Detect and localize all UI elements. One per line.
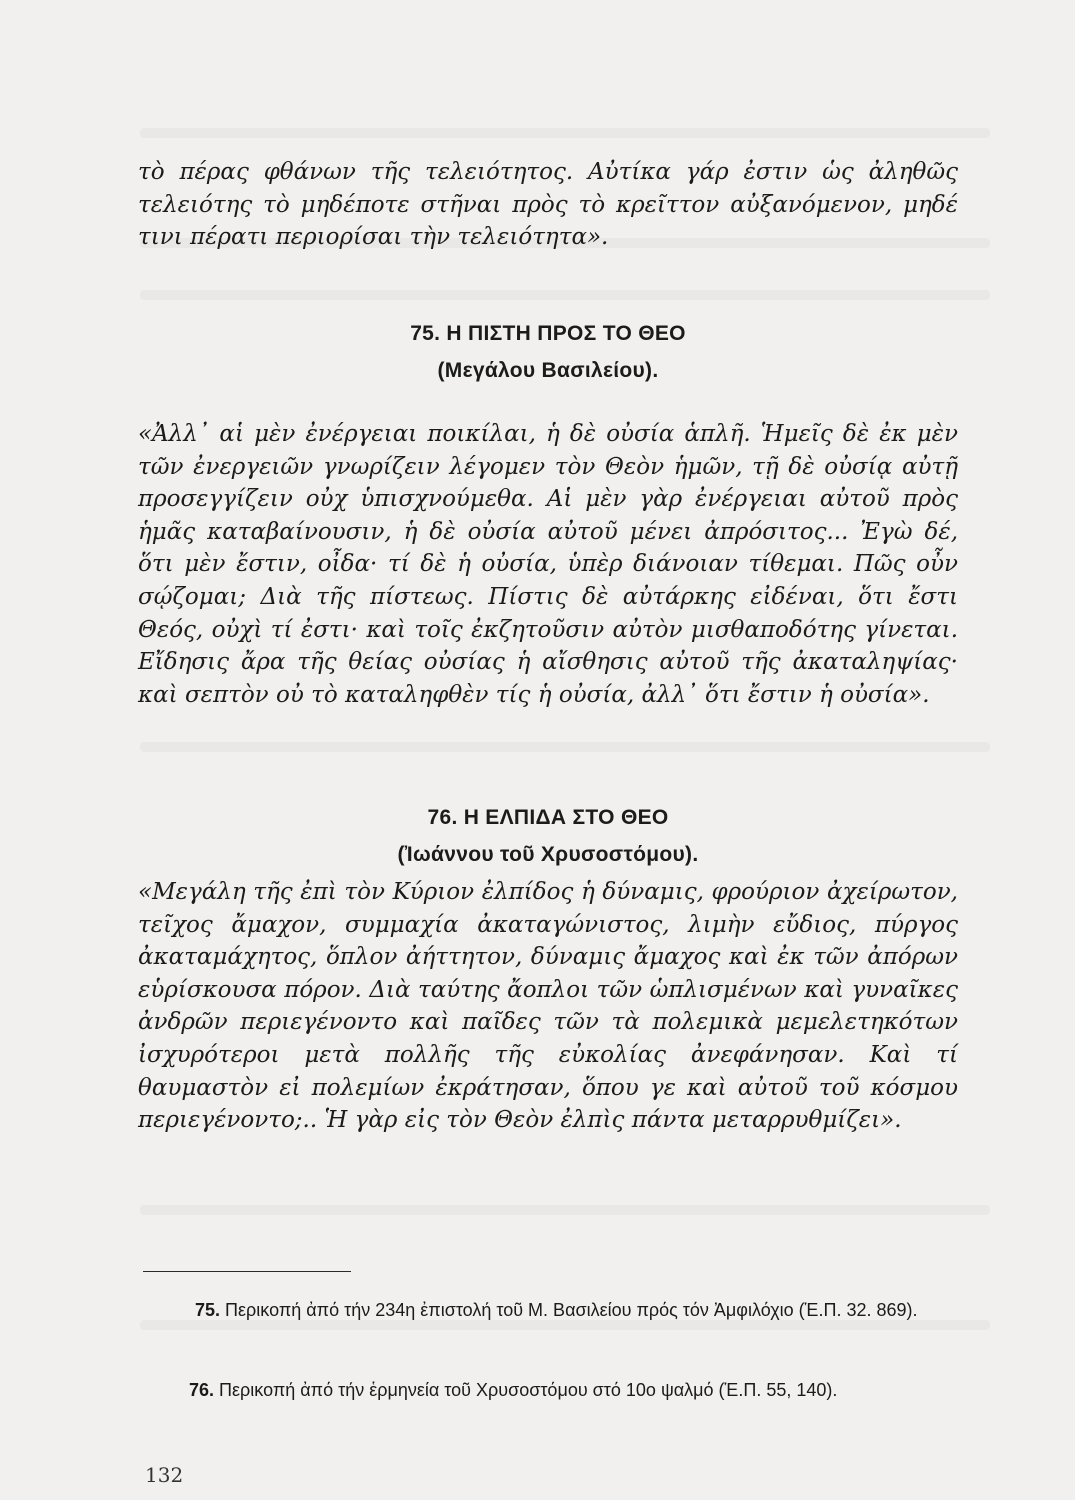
intro-paragraph: τὸ πέρας φθάνων τῆς τελειότητος. Αὐτίκα γάρ ἐστιν ὡς ἀληθῶς τελειότης τὸ μηδέποτε στῆναι πρὸς τὸ κρεῖττον αὐξανόμενον, μηδέ τινι πέρατι περιορίσαι τὴν τελειότητα». [138,159,958,251]
intro-block [138,156,958,254]
section-75-body [138,418,958,711]
section-heading: 75. Η ΠΙΣΤΗ ΠΡΟΣ ΤΟ ΘΕΟ [410,322,686,345]
section-subheading: (Μεγάλου Βασιλείου). [437,359,659,382]
bleed-through [140,1205,990,1215]
page-number: 132 [145,1463,184,1487]
section-76-body [138,876,958,1137]
footnote-divider [143,1271,351,1272]
footnote-76 [147,1376,987,1404]
section-heading: 76. Η ΕΛΠΙΔΑ ΣΤΟ ΘΕΟ [427,806,669,829]
section-paragraph: «Ἀλλ᾽ αἱ μὲν ἐνέργειαι ποικίλαι, ἡ δὲ οὐσία ἁπλῆ. Ἡμεῖς δὲ ἐκ μὲν τῶν ἐνεργειῶν γνωρίζειν λέγομεν τὸν Θεὸν ἡμῶν, τῇ δὲ οὐσίᾳ αὐτῇ προσεγγίζειν οὐχ ὑπισχνούμεθα. Αἱ μὲν γὰρ ἐνέργειαι αὐτοῦ πρὸς ἡμᾶς καταβαίνουσιν, ἡ δὲ οὐσία αὐτοῦ μένει ἀπρόσιτος... Ἐγὼ δέ, ὅτι μὲν ἔστιν, οἶδα· τί δὲ ἡ οὐσία, ὑπὲρ διάνοιαν τίθεμαι. Πῶς οὖν σῴζομαι; Διὰ τῆς πίστεως. Πίστις δὲ αὐτάρκης εἰδέναι, ὅτι ἔστι Θεός, οὐχὶ τί ἐστι· καὶ τοῖς ἐκζητοῦσιν αὐτὸν μισθαποδότης γίνεται. Εἴδησις ἄρα τῆς θείας οὐσίας ἡ αἴσθησις αὐτοῦ τῆς ἀκαταληψίας· καὶ σεπτὸν οὐ τὸ καταληφθὲν τίς ἡ οὐσία, ἀλλ᾽ ὅτι ἔστιν ἡ οὐσία». [138,421,958,708]
footnote-text: Περικοπή ἀπό τήν 234η ἐπιστολή τοῦ Μ. Βασιλείου πρός τόν Ἀμφιλόχιο (Ἑ.Π. 32. 869). [220,1300,918,1320]
section-75 [138,318,958,387]
footnote-75 [147,1296,987,1324]
section-subheading: (Ἰωάννου τοῦ Χρυσοστόμου). [397,843,699,866]
bleed-through [140,128,990,138]
bleed-through [140,290,990,300]
section-76 [138,802,958,871]
footnote-text: Περικοπή ἀπό τήν ἑρμηνεία τοῦ Χρυσοστόμου στό 10ο ψαλμό (Ἑ.Π. 55, 140). [214,1380,838,1400]
bleed-through [140,742,990,752]
footnote-number: 76. [189,1380,215,1400]
footnote-number: 75. [195,1300,221,1320]
section-paragraph: «Μεγάλη τῆς ἐπὶ τὸν Κύριον ἐλπίδος ἡ δύναμις, φρούριον ἀχείρωτον, τεῖχος ἄμαχον, συμμαχία ἀκαταγώνιστος, λιμὴν εὔδιος, πύργος ἀκαταμάχητος, ὅπλον ἀήττητον, δύναμις ἄμαχος καὶ ἐκ τῶν ἀπόρων εὑρίσκουσα πόρον. Διὰ ταύτης ἄοπλοι τῶν ὡπλισμένων καὶ γυναῖκες ἀνδρῶν περιεγένοντο καὶ παῖδες τῶν τὰ πολεμικὰ μεμελετηκότων ἰσχυρότεροι μετὰ πολλῆς τῆς εὐκολίας ἀνεφάνησαν. Καὶ τί θαυμαστὸν εἰ πολεμίων ἐκράτησαν, ὅπου γε καὶ αὐτοῦ τοῦ κόσμου περιεγένοντο;.. Ἡ γὰρ εἰς τὸν Θεὸν ἐλπὶς πάντα μεταρρυθμίζει». [138,879,958,1134]
